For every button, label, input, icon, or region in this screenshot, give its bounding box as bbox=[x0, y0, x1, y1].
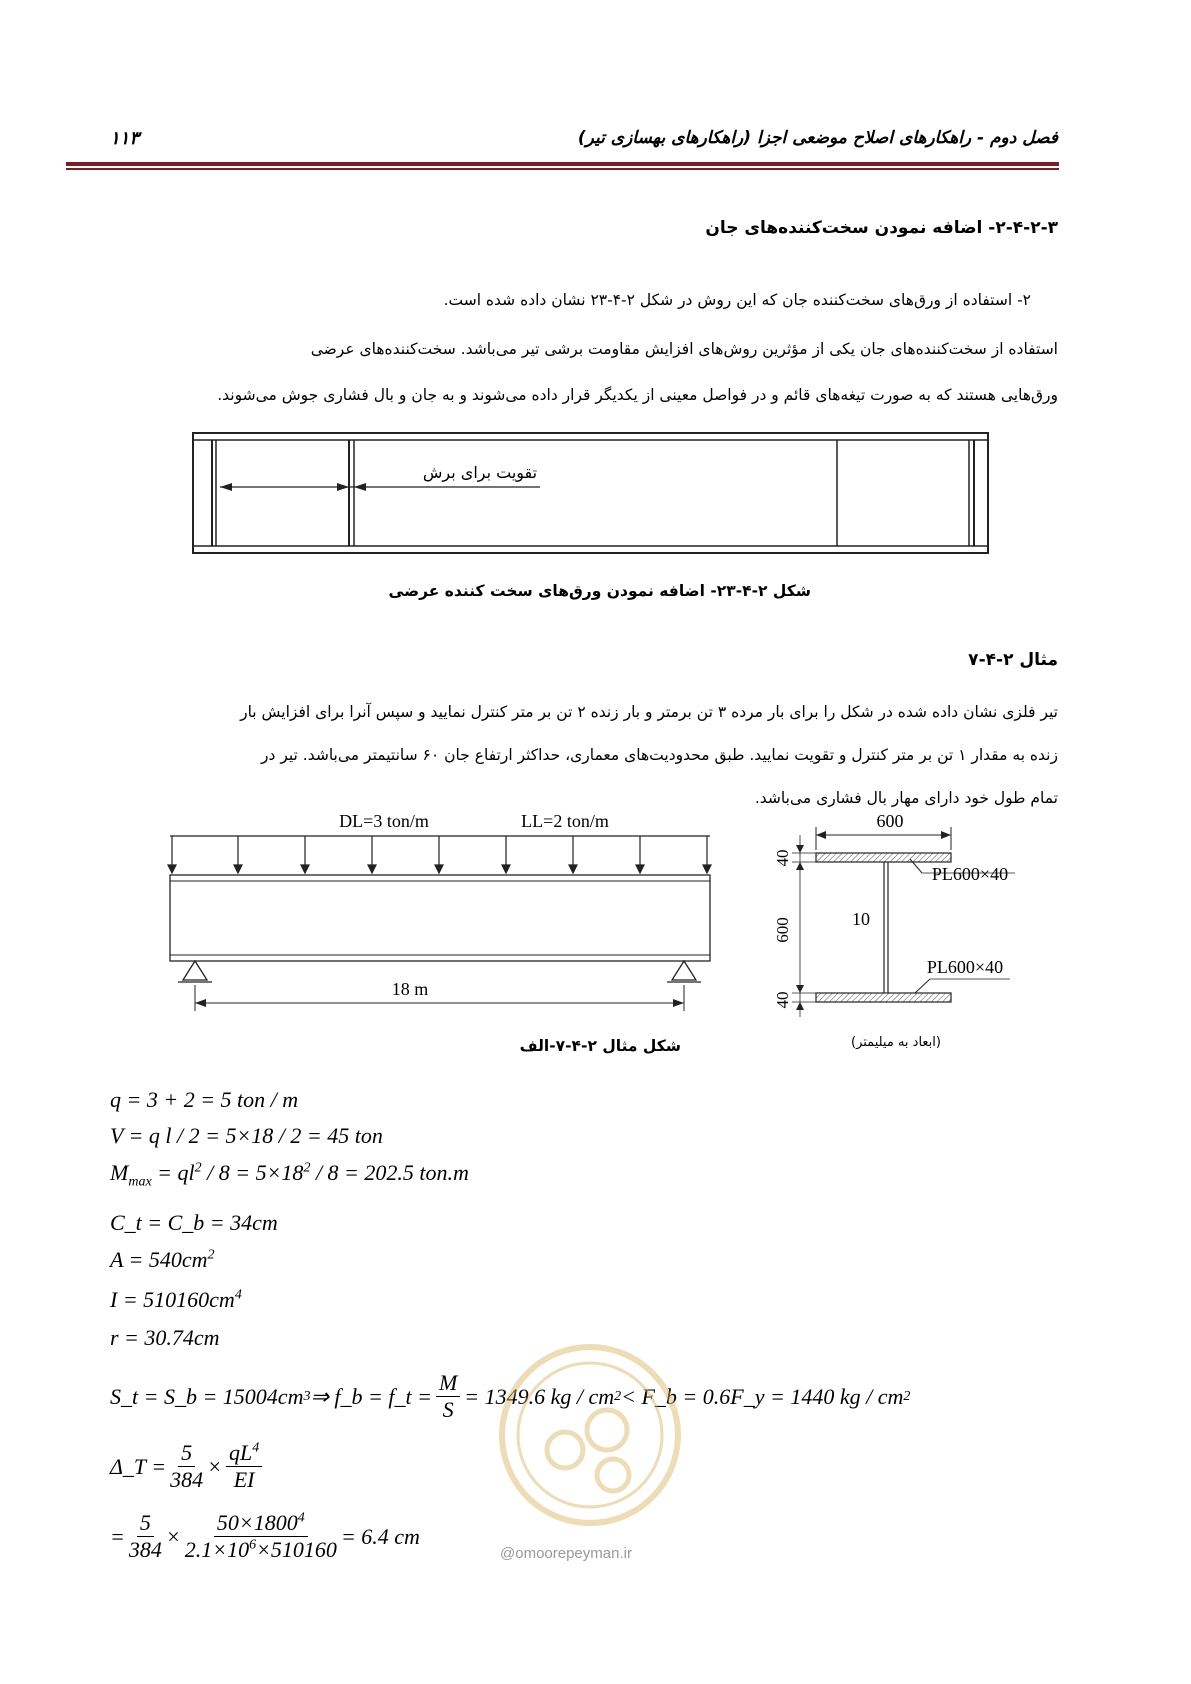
eq-part: 2 bbox=[303, 1160, 311, 1176]
chapter-title: فصل دوم - راهکارهای اصلاح موضعی اجزا (راهکارهای بهسازی تیر) bbox=[577, 128, 1058, 148]
eq-part: 2 bbox=[194, 1160, 202, 1176]
eq-part: S bbox=[442, 1397, 454, 1422]
eq-part: A = 540cm bbox=[110, 1247, 208, 1272]
stiffener-figure bbox=[190, 430, 995, 560]
example-line: تمام طول خود دارای مهار بال فشاری می‌باشد. bbox=[754, 789, 1058, 807]
eq-part: 384 bbox=[170, 1467, 204, 1492]
eq-part: 4 bbox=[234, 1287, 242, 1303]
eq-part: 2 bbox=[903, 1388, 911, 1404]
top-plate-label: PL600×40 bbox=[931, 864, 1009, 884]
equation-m bbox=[110, 1160, 469, 1190]
bottom-thickness-label: 40 bbox=[773, 991, 792, 1009]
header-rule-thin bbox=[66, 168, 1059, 170]
section-heading: ۲-۴-۲-۳- اضافه نمودن سخت‌کننده‌های جان bbox=[705, 218, 1058, 238]
equation-deflection-value: = $\frac{5}{384}$ × $\frac{50\times 1800^4}{2.1\times 10^6\times 510160}$ = 6.4 cm bbox=[110, 1510, 420, 1562]
equation-a bbox=[110, 1247, 215, 1273]
left-support bbox=[183, 961, 207, 980]
equation-i bbox=[110, 1287, 242, 1313]
flange-width-label: 600 bbox=[876, 811, 904, 831]
eq-part: 4 bbox=[297, 1510, 305, 1526]
example-line: تیر فلزی نشان داده شده در شکل را برای بار مرده ۳ تن برمتر و بار زنده ۲ تن بر متر کنترل نمایید و سپس آنرا برای افزایش بار bbox=[240, 703, 1058, 721]
eq-part: 2.1×10 bbox=[184, 1537, 250, 1562]
eq-part: Δ_T = bbox=[110, 1453, 167, 1479]
eq-part: S_t = S_b = 15004cm bbox=[110, 1383, 304, 1409]
eq-part: 3 bbox=[303, 1388, 311, 1404]
watermark-seal bbox=[495, 1335, 685, 1535]
top-flange bbox=[816, 853, 951, 862]
eq-part: = 1349.6 kg / cm bbox=[464, 1383, 615, 1409]
load-arrows bbox=[168, 836, 711, 873]
eq-part: ⇒ f_b = f_t = bbox=[310, 1383, 432, 1409]
fraction bbox=[185, 1510, 337, 1563]
eq-part: = ql bbox=[151, 1160, 195, 1185]
fraction bbox=[226, 1440, 262, 1493]
fraction bbox=[129, 1510, 162, 1563]
fraction bbox=[170, 1440, 203, 1493]
eq-part: 2 bbox=[614, 1388, 622, 1404]
equation-c: C_t = C_b = 34cm bbox=[110, 1210, 278, 1235]
paragraph-line: ورق‌هایی هستند که به صورت تیغه‌های قائم و در فواصل معینی از یکدیگر قرار داده می‌شوند و به جان و بال فشاری جوش می‌شوند. bbox=[217, 386, 1058, 404]
eq-part: EI bbox=[233, 1467, 255, 1492]
eq-part: max bbox=[128, 1174, 152, 1190]
bottom-flange bbox=[816, 993, 951, 1002]
example-line: زنده به مقدار ۱ تن بر متر کنترل و تقویت نمایید. طبق محدودیت‌های معماری، حداکثر ارتفاع جان ۶۰ سانتیمتر می‌باشد. تیر در bbox=[261, 746, 1058, 764]
example-heading: مثال ۲-۴-۷ bbox=[968, 650, 1058, 670]
web-thickness-label: 10 bbox=[852, 909, 870, 929]
eq-part: / 8 = 202.5 ton.m bbox=[310, 1160, 469, 1185]
eq-part: 5 bbox=[137, 1510, 154, 1537]
equation-v: V = q l / 2 = 5×18 / 2 = 45 ton bbox=[110, 1123, 383, 1148]
equation-r: r = 30.74cm bbox=[110, 1325, 220, 1350]
eq-part: 2 bbox=[207, 1247, 215, 1263]
eq-part: 6 bbox=[249, 1537, 257, 1553]
eq-part: = 6.4 cm bbox=[340, 1523, 420, 1549]
span-label: 18 m bbox=[391, 979, 429, 999]
eq-part: qL bbox=[228, 1440, 253, 1465]
figure-label: تقویت برای برش bbox=[422, 463, 538, 482]
right-support bbox=[672, 961, 696, 980]
bottom-plate-label: PL600×40 bbox=[926, 957, 1004, 977]
paragraph-line: استفاده از سخت‌کننده‌های جان یکی از مؤثرین روش‌های افزایش مقاومت برشی تیر می‌باشد. سخت‌کننده‌های عرضی bbox=[310, 340, 1058, 358]
web-height-label: 600 bbox=[773, 917, 792, 943]
figure-caption: شکل مثال ۲-۴-۷-الف bbox=[519, 1037, 681, 1055]
live-load-label: LL=2 ton/m bbox=[521, 811, 609, 831]
header-rule bbox=[66, 162, 1059, 166]
units-note: (ابعاد به میلیمتر) bbox=[851, 1035, 941, 1050]
equation-q: q = 3 + 2 = 5 ton / m bbox=[110, 1087, 299, 1112]
beam-figure bbox=[150, 805, 740, 1015]
dead-load-label: DL=3 ton/m bbox=[339, 811, 429, 831]
list-item: ۲- استفاده از ورق‌های سخت‌کننده جان که این روش در شکل ۲-۴-۲۳ نشان داده شده است. bbox=[443, 291, 1031, 309]
watermark-text: @omoorepeyman.ir bbox=[500, 1545, 632, 1562]
eq-part: ×510160 bbox=[256, 1537, 337, 1562]
eq-part: 5 bbox=[178, 1440, 195, 1467]
eq-part: 384 bbox=[128, 1537, 162, 1562]
top-thickness-label: 40 bbox=[773, 849, 792, 867]
eq-part: < F_b = 0.6F_y = 1440 kg / cm bbox=[621, 1383, 904, 1409]
figure-caption: شکل ۲-۴-۲۳- اضافه نمودن ورق‌های سخت کننده عرضی bbox=[388, 582, 811, 600]
page-number: ۱۱۳ bbox=[110, 128, 140, 149]
equation-deflection: Δ_T = $\frac{5}{384}$ × $\frac{qL^4}{EI}$ bbox=[110, 1440, 266, 1493]
eq-part: / 8 = 5×18 bbox=[201, 1160, 304, 1185]
eq-part: I = 510160cm bbox=[110, 1287, 235, 1312]
eq-part: M bbox=[436, 1370, 460, 1397]
eq-part: 4 bbox=[252, 1440, 260, 1456]
eq-part: M bbox=[110, 1160, 129, 1185]
fraction bbox=[436, 1370, 460, 1423]
section-figure bbox=[760, 805, 1060, 1035]
eq-part: 50×1800 bbox=[216, 1510, 298, 1535]
